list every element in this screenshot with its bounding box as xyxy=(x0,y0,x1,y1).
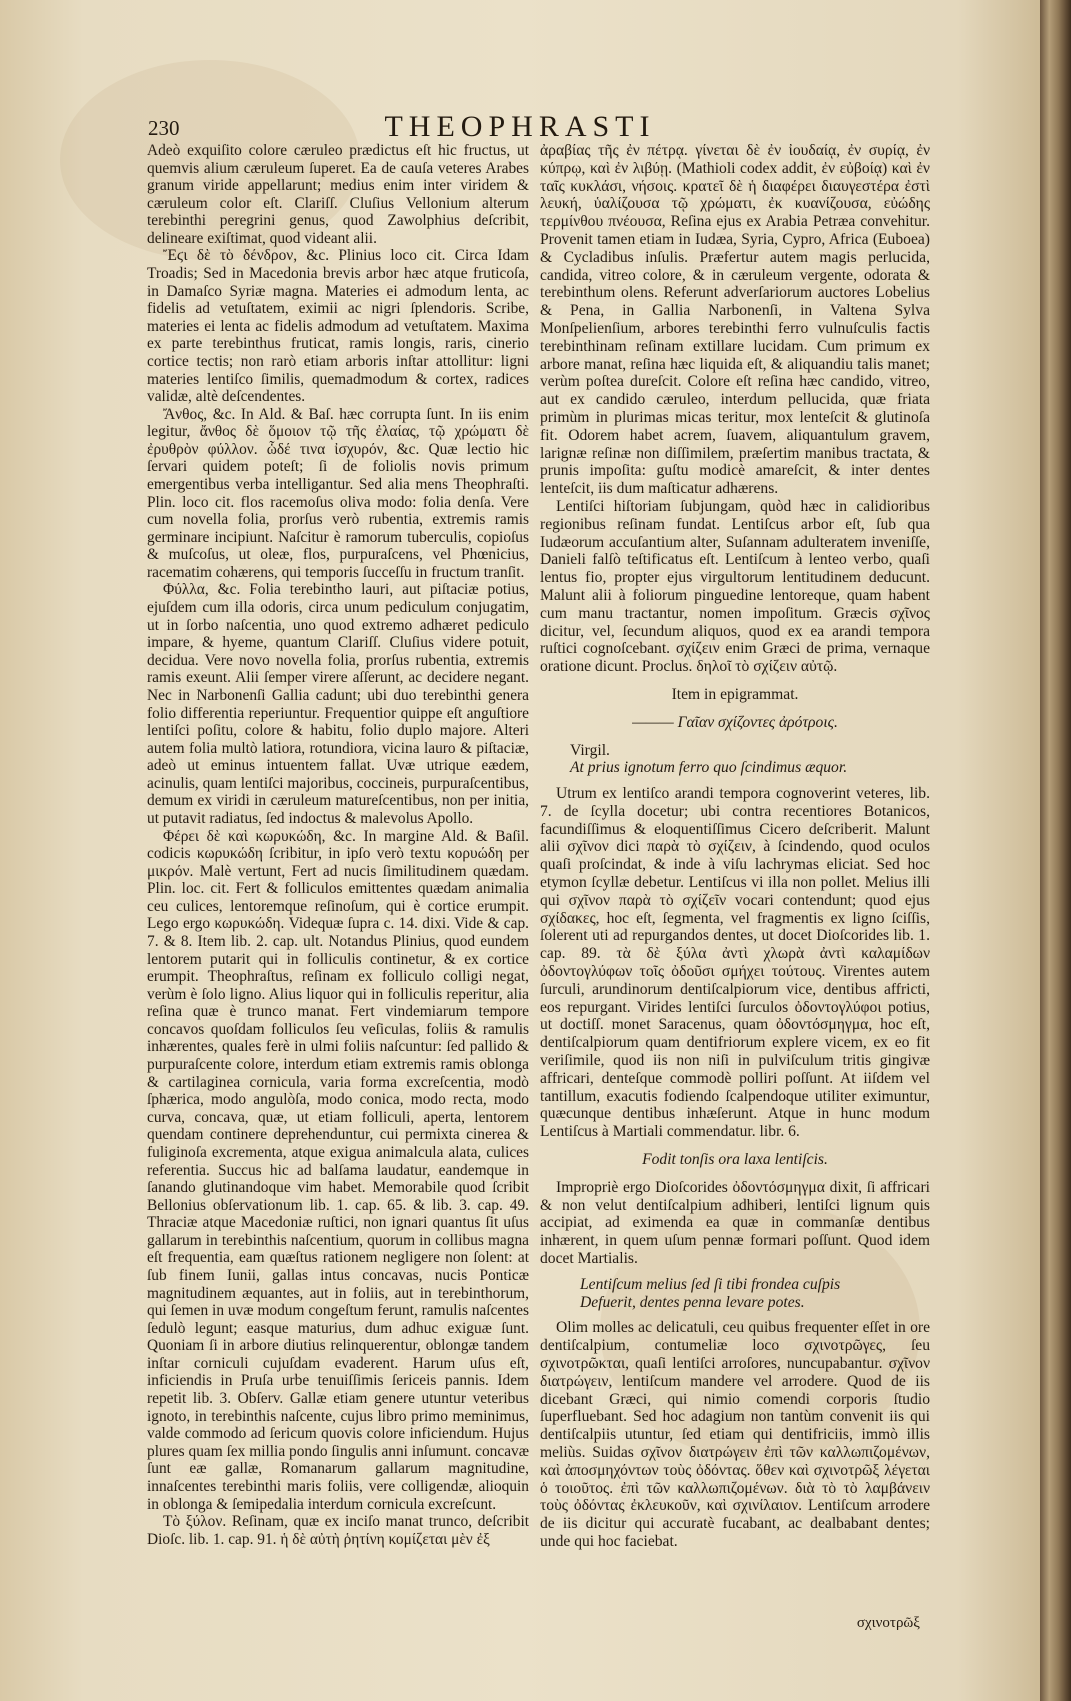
paragraph: Adeò exquiſito colore cæruleo prædictus eſt hic fructus, ut quemvis alium cæruleum ſuperet. Ea de cauſa veteres Arabes granum viride appellarunt; medius enim inter viridem & cæruleum color eſt. Clariſſ. Cluſius Vellonium alterum terebinthi peregrini genus, quod Zawolphius deſcribit, delineare exiſtimat, quod videant alii. xyxy=(147,142,529,247)
paragraph: Ἔϛι δὲ τὸ δένδρον, &c. Plinius loco cit. Circa Idam Troadis; Sed in Macedonia brevis arbor hæc atque fruticoſa, in Damaſco Syriæ magna. Materies ei admodum lenta, ac fidelis ad vetuſtatem, eximii ac nigri ſplendoris. Scribe, materies ei lenta ac fidelis admodum ad vetuſtatem. Maxima ex parte terebinthus fruticat, ramis longis, raris, cinerio cortice tectis; non rarò etiam arboris inſtar attollitur: ligni materies lentiſco ſimilis, quemadmodum & cortex, radices validæ, altè deſcendentes. xyxy=(147,247,529,406)
paragraph: ἀραβίας τῆς ἐν πέτρᾳ. γίνεται δὲ ἐν ἰουδαίᾳ, ἐν συρίᾳ, ἐν κύπρῳ, καὶ ἐν λιβύῃ. (Mathioli codex addit, ἐν εὐβοίᾳ) καὶ ἐν ταῖς κυκλάσι, νήσοις. κρατεῖ δὲ ἡ διαφέρει διαυγεστέρα ἐστὶ λευκή, ὑαλίζουσα τῷ χρώματι, ἐκ κυανίζουσα, εὐώδης τερμίνθου πνέουσα, Reſina ejus ex Arabia Petræa convehitur. Provenit tamen etiam in Iudæa, Syria, Cypro, Africa (Euboea) & Cycladibus inſulis. Præfertur autem magis perlucida, candida, vitreo colore, & in cæruleum vergente, odorata & terebinthum olens. Referunt adverſariorum auctores Lobelius & Pena, in Gallia Narbonenſi, in Valtena Sylva Monſpelienſium, arbores terebinthi ferro vulnuſculis factis terebinthinam reſinam extillare lucidam. Cum primum ex arbore manat, reſina hæc liquida eſt, & aliquandiu talis manet; verùm poſtea dureſcit. Colore eſt reſina hæc candido, vitreo, aut ex candido cæruleo, interdum pellucida, quæ friata primùm in plurimas micas teritur, mox lenteſcit & glutinoſa fit. Odorem habet acrem, ſuavem, aliquantulum gravem, larignæ reſinæ non diſſimilem, præſertim manibus tractata, & prunis impoſita: guſtu modicè amareſcit, & inter dentes lenteſcit, iis dum maſticatur adhærens. xyxy=(540,142,930,498)
running-head: THEOPHRASTI xyxy=(384,110,656,143)
verse-line: Lentiſcum melius ſed ſi tibi frondea cuſpis xyxy=(580,1275,841,1293)
verse-line: Fodit tonſis ora laxa lentiſcis. xyxy=(642,1151,828,1169)
verse-block xyxy=(580,1276,930,1312)
paragraph: Olim molles ac delicatuli, ceu quibus frequenter eſſet in ore dentiſcalpium, contumeliæ loco σχινοτρῶγες, ſeu σχινοτρῶκται, quaſi lentiſci arroſores, nuncupabantur. σχῖνον διατρώγειν, lentiſcum mandere vel arrodere. Quod de iis dicebant Græci, qui nimio comendi corporis ſtudio ſuperfluebant. Sed hoc adagium non tantùm convenit iis qui dentiſcalpiis utuntur, ſed etiam qui dentifriciis, immò illis meliùs. Suidas σχῖνον διατρώγειν ἐπὶ τῶν καλλωπιζομένων, καὶ ἀποσμηχόντων τοὺς ὀδόντας. ὅθεν καὶ σχινοτρῶξ λέγεται ὁ τοιοῦτος. ἐπὶ τῶν καλλωπιζομένων. διὰ τὸ τὸ λαμβάνειν τοὺς ὀδόντας ἐκλευκοῦν, καὶ σχινίλαιον. Lentiſcum arrodere de iis dicitur qui accuratè fucabant, ac dealbabant dentes; unde qui hoc faciebat. xyxy=(540,1319,930,1550)
paragraph: Utrum ex lentiſco arandi tempora cognoverint veteres, lib. 7. de ſcylla docetur; ubi contra recentiores Botanicos, facundiſſimus & eloquentiſſimus Cicero deſcriberit. Malunt alii σχῖνον dici παρὰ τὸ σχίζειν, à ſcindendo, quod oculos quaſi proſcindat, & inde à viſu lachrymas eliciat. Sed hoc etymon ſcyllæ debetur. Lentiſcus vi illa non pollet. Melius illi qui σχῖνον παρὰ τὸ σχίζεῖν vocari contendunt; quod ejus σχίδακες, hoc eſt, ſegmenta, vel fragmentis ex ligno ſciſſis, ſolerent uti ad repurgandos dentes, ut docet Dioſcorides lib. 1. cap. 89. τὰ δὲ ξύλα ἀντὶ χλωρὰ ἀντὶ καλαμίδων ὀδοντογλύφων τοῖς ὀδοῦσι σμήχει τούτους. Virentes autem ſurculi, arundinorum dentiſcalpiorum vice, dentibus affricti, eos repurgant. Virides lentiſci ſurculos ὀδοντογλύφοι potius, ut doctiſſ. monet Saracenus, quam ὀδοντόσμηγμα, hoc eſt, dentiſcalpiorum quam dentifriorum explere vicem, ex eo fit veriſimile, quod iis non niſi in pulviſculum tritis gingivæ affricari, denteſque commodè polliri poſſunt. At iiſdem vel tantillum, exacutis fodiendo ſcalpendoque utiliter eximuntur, quæcunque dentibus inhæſerunt. Atque in hunc modum Lentiſcus à Martiali commendatur. libr. 6. xyxy=(540,785,930,1141)
paragraph: Τὸ ξύλον. Reſinam, quæ ex inciſo manat trunco, deſcribit Dioſc. lib. 1. cap. 91. ἡ δὲ αὐτὴ ῥητίνη κομίζεται μὲν ἐξ xyxy=(147,1513,529,1548)
left-column xyxy=(147,142,529,1548)
paragraph: Impropriè ergo Dioſcorides ὀδοντόσμηγμα dixit, ſi affricari & non velut dentiſcalpium adhiberi, lentiſci lignum quis accipiat, ad eximenda ea quæ in commanſæ dentibus inhærent, in quem uſum pennæ formari poſſunt. Quod idem docet Martialis. xyxy=(540,1178,930,1268)
page-number: 230 xyxy=(148,116,180,140)
paragraph: Ἄνθος, &c. In Ald. & Baſ. hæc corrupta ſunt. In iis enim legitur, ἄνθος δὲ ὅμοιον τῷ τῆς ἐλαίας, τῷ χρώματι δὲ ἐρυθρὸν φύλλον. ὧδέ τινα ἰσχυρόν, &c. Quæ lectio hic ſervari quidem poteſt; ſi de foliolis novis primum emergentibus verba intelligantur. Sed alia mens Theophraſti. Plin. loco cit. flos racemoſus oliva modo: folia denſa. Vere cum novella folia, prorſus verò rubentia, extremis ramis germinare incipiunt. Naſcitur è ramorum tuberculis, copioſus & muſcoſus, ut oleæ, flos, purpuraſcens, vel Phœnicius, racematim cohærens, qui temporis ſucceſſu in fructum tranſit. xyxy=(147,405,529,581)
page-header xyxy=(0,110,1040,146)
catchword: σχινοτρῶξ xyxy=(856,1615,920,1631)
paragraph: Φέρει δὲ καὶ κωρυκώδη, &c. In margine Ald. & Baſil. codicis κωρυκώδη ſcribitur, in ipſo verò textu κορυώδη per μικρόν. Malè vertunt, Fert ad nucis ſimilitudinem quædam. Plin. loc. cit. Fert & folliculos emittentes quædam animalia ceu culices, lentoremque reſinoſum, qui è cortice erumpit. Lego ergo κωρυκώδη. Videquæ ſupra c. 14. dixi. Vide & cap. 7. & 8. Item lib. 2. cap. ult. Notandus Plinius, quod eundem lentorem putarit qui in folliculis continetur, & ex cortice erumpit. Theophraſtus, reſinam ex folliculo colligi negat, verùm è ſolo ligno. Alius liquor qui in folliculis reperitur, alia reſina quæ è trunco manat. Fert vindemiarum tempore concavos quoſdam folliculos ſeu veſiculas, foliis & ramulis inhærentes, quales ferè in ulmi foliis naſcuntur: ſed pallido & purpuraſcente colore, interdum etiam extremis ramis oblonga & cartilaginea cornicula, varia forma excreſcentia, modò ſphærica, modo angulòſa, modo conica, modo recta, modo curva, concava, quæ, ut etiam folliculi, aperta, lentorem quendam continere deprehenduntur, cui permixta cinerea & fuliginoſa excrementa, atque exigua animalcula alata, culices referentia. Succus hic ad balſama laudatur, eandemque in ſanando glutinandoque vim habet. Memorabile quod ſcribit Bellonius obſervationum lib. 1. cap. 65. & lib. 3. cap. 49. Thraciæ atque Macedoniæ ruſtici, non ignari quantus ſit uſus gallarum in terebinthis naſcentium, quorum in collibus magna eſt frequentia, eam quæſtus rationem negligere non ſolent: at ſub finem Iunii, gallas intus concavas, nucis Ponticæ magnitudinem æquantes, aut in foliis, aut in terebinthorum, qui ſemen in uvæ modum congeſtum ferunt, ramulis naſcentes ſedulò legunt; easque maturius, dum adhuc exiguæ ſunt. Quoniam ſi in arbore diutius relinquerentur, oblongæ tandem inſtar corniculi cujuſdam evaderent. Harum uſus eſt, inficiendis in Pruſa urbe tenuiſſimis ſericeis pannis. Idem repetit lib. 3. Obſerv. Gallæ etiam genere utuntur veteribus ignoto, in terebinthis naſcente, cujus libro primo meminimus, valde commodo ad ſericum quovis colore inficiendum. Hujus plures quam ſex millia pondo ſingulis anni inſumunt. concavæ ſunt eæ gallæ, Romanarum gallarum magnitudine, innaſcentes terebinthi maris foliis, vere colligendæ, alioquin in oblonga & ſemipedalia interdum cornicula excreſcunt. xyxy=(147,827,529,1513)
verse-line: At prius ignotum ferro quo ſcindimus æquor. xyxy=(570,759,848,777)
verse-intro: Virgil. xyxy=(570,741,610,759)
verse-intro: Item in epigrammat. xyxy=(671,685,799,703)
right-column xyxy=(540,142,930,1551)
verse-line: ——— Γαῖαν σχίζοντες ἀρότροις. xyxy=(632,713,838,731)
book-gutter xyxy=(1040,0,1071,1701)
verse-line: Defuerit, dentes penna levare potes. xyxy=(580,1293,805,1311)
paragraph: Φύλλα, &c. Folia terebintho lauri, aut piſtaciæ potius, ejuſdem cum illa odoris, circa unum pediculum conjugatim, ut in ſorbo naſcentia, uno quod extremo adhæret pediculo impare, & hyeme, quantum Clariſſ. Cluſius videre potuit, decidua. Vere novo novella folia, prorſus rubentia, extremis ramis exeunt. Alii ſemper virere aſſerunt, ac decidere negant. Nec in Narbonenſi Gallia cadunt; ubi duo terebinthi genera folio differentia reperiuntur. Frequentior quippe eſt anguſtiore lentiſci poſitu, colore & habitu, folio duplo majore. Alteri autem folia multò latiora, rotundiora, vicina lauro & piſtaciæ, adeò ut eminus intuentem fallat. Uvæ utrique eædem, acinulis, quam lentiſci majoribus, coccineis, purpuraſcentibus, demum ex viridi in cæruleum matureſcentibus, non per initia, ut putavit radiatus, ſed indoctus & malevolus Apollo. xyxy=(147,581,529,827)
paragraph: Lentiſci hiſtoriam ſubjungam, quòd hæc in calidioribus regionibus reſinam fundat. Lentiſcus arbor eſt, ſub qua Iudæorum accuſantium alter, Suſannam adulteratem inveniſſe, Danieli falſò teſtificatus eſt. Lentiſcum à lenteo verbo, quaſi lentus fio, propter ejus virgultorum lentitudinem deducunt. Malunt alii à foliorum pinguedine lentoreque, quam habent cum manu tractantur, nomen impoſitum. Græcis σχῖνος dicitur, vel, ſecundum aliquos, quod ex ea arandi tempora ruſtici cognoſcebant. σχίζειν enim Græci de prima, vernaque oratione dicunt. Proclus. δηλοῖ τὸ σχίζειν αὐτῷ. xyxy=(540,497,930,676)
